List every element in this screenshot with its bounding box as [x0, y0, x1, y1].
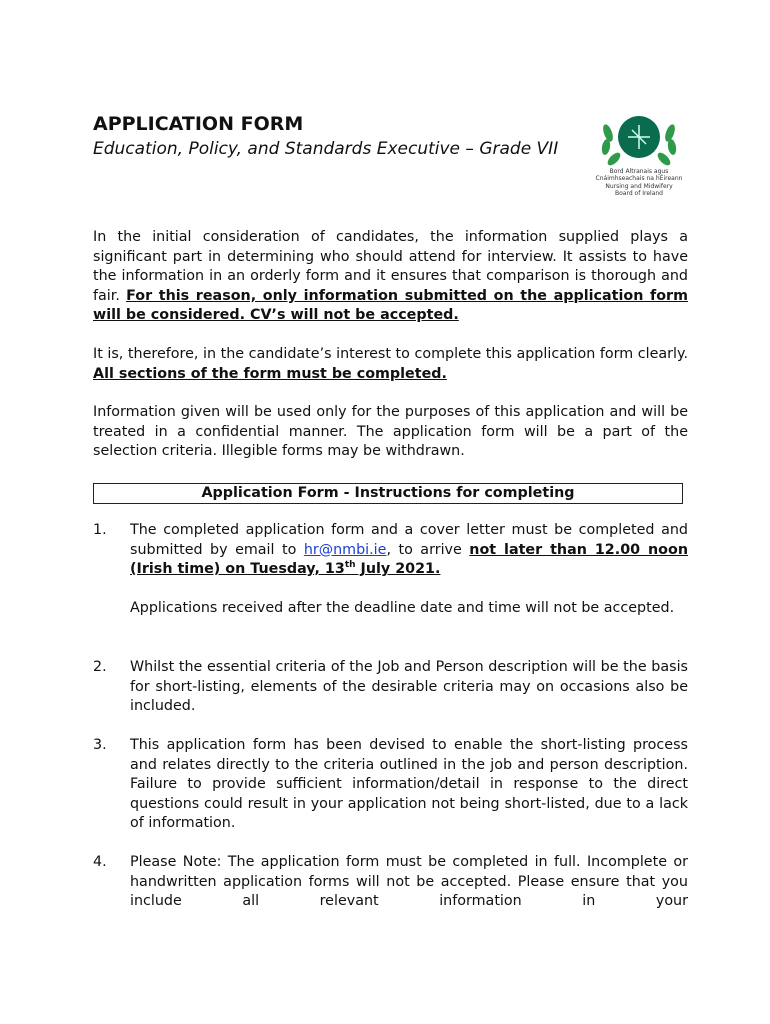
instruction-item-2 [93, 658, 688, 717]
intro-paragraph-1 [93, 228, 688, 326]
item-number: 3. [93, 737, 107, 753]
item-text: Applications received after the deadline date and time will not be accepted. [130, 600, 675, 617]
item-number: 1. [93, 522, 107, 538]
intro-paragraph-3 [93, 403, 688, 462]
svg-text:Board of Ireland: Board of Ireland [615, 190, 663, 197]
item-text: , to arrive [386, 541, 470, 558]
instructions-heading: Application Form - Instructions for completing [93, 483, 683, 504]
item-text: The completed application form and a cover letter must be completed and submitted by email to [130, 522, 688, 558]
svg-text:Bord Altranais agus: Bord Altranais agus [609, 168, 669, 175]
instruction-item-4 [93, 853, 688, 912]
intro-emphasis: For this reason, only information submitted on the application form will be considered. CV’s will not be accepted. [93, 287, 688, 324]
nmbi-logo [590, 103, 690, 198]
deadline-sup: th [344, 560, 356, 571]
svg-text:Nursing and Midwifery: Nursing and Midwifery [605, 183, 673, 190]
page-subtitle: Education, Policy, and Standards Executive – Grade VII [93, 139, 559, 159]
intro-paragraph-2 [93, 345, 688, 384]
intro-text: In the initial consideration of candidates, the information supplied plays a significant part in determining who should attend for interview. It assists to have the information in an orderly form and it ensures that comparison is thorough and fair. [93, 229, 688, 304]
item-number: 2. [93, 659, 107, 675]
item-text: Whilst the essential criteria of the Job and Person description will be the basis for short-listing, elements of the desirable criteria may on occasions also be included. [130, 659, 688, 715]
intro-text: Information given will be used only for the purposes of this application and will be treated in a confidential manner. The application form will be a part of the selection criteria. Illegible forms may be withdrawn. [93, 404, 688, 460]
deadline-text: July 2021. [355, 561, 441, 578]
intro-text: It is, therefore, in the candidate’s interest to complete this application form clearly. [93, 346, 688, 362]
instruction-item-1 [93, 521, 688, 619]
page-title: APPLICATION FORM [93, 113, 304, 135]
instruction-item-3 [93, 736, 688, 834]
email-link[interactable]: hr@nmbi.ie [303, 541, 387, 558]
item-text: This application form has been devised to enable the short-listing process and relates directly to the criteria outlined in the job and person description. Failure to provide sufficient information/detail in response to the direct questions could result in your application not being short-listed, due to a lack of information. [130, 737, 688, 832]
item-text: Please Note: The application form must be completed in full. Incomplete or handwritten application forms will not be accepted. Please ensure that you include all relevant information in your [130, 854, 688, 910]
deadline-text: not later than 12.00 noon (Irish time) on Tuesday, 13 [130, 541, 689, 578]
svg-text:Cnáimhseachais na hÉireann: Cnáimhseachais na hÉireann [595, 175, 683, 182]
intro-emphasis: All sections of the form must be completed. [93, 365, 447, 382]
item-number: 4. [93, 854, 107, 870]
